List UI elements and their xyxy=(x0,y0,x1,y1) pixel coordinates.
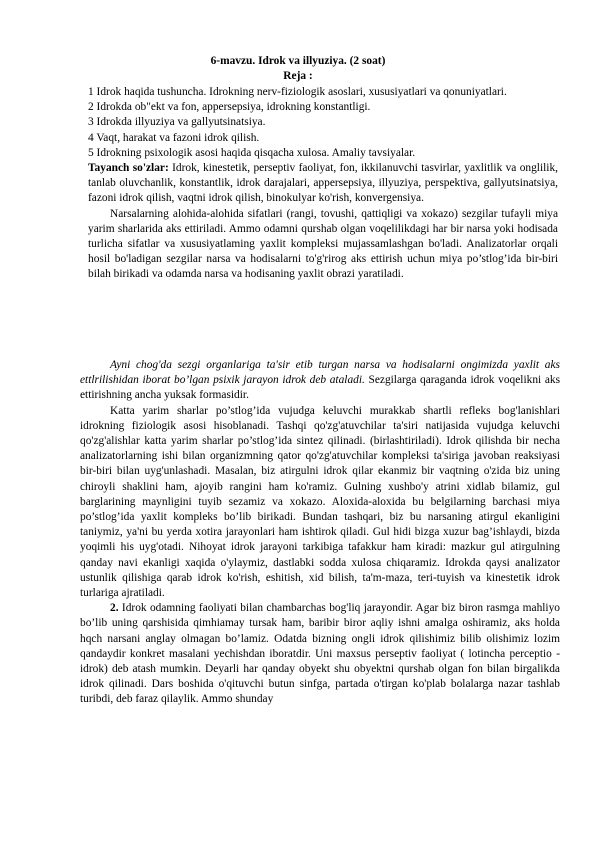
paragraph-4-text: Idrok odamning faoliyati bilan chambarchas bog'liq jarayondir. Agar biz biron rasmga mahliyo bo’lib uning qarshisida qimhiamay tursak ham, baribir biror aqliy ishni amalga oshiramiz, aks holda hqch narsani anglay olmagan bo’lamiz. Odatda bizning ongli idrok qilishimiz bilib olishimiz lozim qandaydir konkret masalani yechishdan iboratdir. Uni maxsus perseptiv faoliyat ( lotincha perceptio - idrok) deb atash mumkin. Deyarli har qanday obyekt shu obyektni qurshab olgan fon bilan birgalikda idrok qilinadi. Dars boshida o'qituvchi butun sinfga, partada o'tirgan ko'plab bolalarga nazar tashlab turibdi, deb faraz qilaylik. Ammo shunday xyxy=(80,602,560,706)
plan-item-5: 5 Idrokning psixologik asosi haqida qisqacha xulosa. Amaliy tavsiyalar. xyxy=(88,146,416,159)
paragraph-1: Narsalarning alohida-alohida sifatlari (rangi, tovushi, qattiqligi va xokazo) sezgilar tufayli miya yarim sharlarida aks ettiriladi. Ammo odamni qurshab olgan voqelilikdagi har bir narsa yoki hodisada turlicha sifatlar va xususiyatlaming yaxlit kompleksi mujassamlashgan bo'ladi. Analizatorlar orqali hosil bo'ladigan sezgilar narsa va hodisalarni to'g'rirog aks ettirish uchun miya po’stlog’ida bir-biri bilah birikadi va odamda narsa va hodisaning yaxlit obrazi yaratiladi. xyxy=(88,207,558,281)
plan-item-2: 2 Idrokda ob"ekt va fon, appersepsiya, idrokning konstantligi. xyxy=(88,101,371,114)
definition-italic: Ayni chog'da sezgi organlariga ta'sir etib turgan narsa va hodisalarni ongimizda yaxlit aks ettlrilishidan iborat bo’lgan psixik jarayon idrok deb ataladi. xyxy=(80,359,560,387)
plan-item-4: 4 Vaqt, harakat va fazoni idrok qilish. xyxy=(88,131,260,144)
paragraph-2-rest: Sezgilarga qaraganda idrok voqelikni aks ettirishning ancha yuksak formasidir. xyxy=(80,374,561,402)
paragraph-4 xyxy=(80,601,560,707)
plan-item-3: 3 Idrokda illyuziya va gallyutsinatsiya. xyxy=(88,116,266,129)
body-text xyxy=(80,358,560,708)
lesson-title: 6-mavzu. Idrok va illyuziya. (2 soat) xyxy=(210,55,386,67)
paragraph-3: Katta yarim sharlar po’stlog’ida vujudga keluvchi murakkab shartli refleks bog'lanishlari idrokning fiziologik asosi hisoblanadi. Tashqi qo'zg'atuvchilar ta'siri natijasida vujudga keluvchi qo'zg'alishlar katta yarim sharlar po’stlog’ida sintez qilinadi. (birlashtiriladi). Idrok qilishda bir necha analizatorlarning ishi bilan organizmning qator qo'zg'atuvchilar kompleksi ta'siriga javoban reaksiyasi bir-biri bilan uyg'unlashadi. Masalan, biz atirgulni idrok qilar ekanmiz bir vaqtning o'zida biz uning chiroyli shaklini ham, ajoyib rangini ham ko'ramiz. Gulning xushbo'y atrini xidlab bilamiz, gul barglarining maynligini tuyib sezamiz va xokazo. Aloxida-aloxida bu belgilarning barchasi miya po’stlog’ida yaxlit kompleks bo’lib birikadi. Bundan tashqari, biz bu narsaning atirgul ekanligini taniymiz, ya'ni bu yerda xotira jarayonlari ham ishtirok qiladi. Gul hidi bizga xuzur bag’ishlaydi, bizda yoqimli his uyg'otadi. Nihoyat idrok jarayoni tarkibiga tafakkur ham kiradi: mazkur gul atirgulning qanday navi ekanligi xaqida o'ylaymiz, dastlabki sodda xulosa chiqaramiz. Idrokda qaysi analizator ustunlik qilishiga qarab idrok ko'rish, eshitish, xid bilish, ta'm-maza, teri-tuyish va kinestetik idrok turlariga ajratiladi. xyxy=(80,404,560,600)
plan-item-1: 1 Idrok haqida tushuncha. Idrokning nerv-fiziologik asoslari, xususiyatlari va qonuniyatlari. xyxy=(88,86,507,98)
paragraph-2 xyxy=(80,358,560,404)
keywords xyxy=(88,161,558,207)
plan-heading: Reja : xyxy=(283,70,313,82)
keywords-text: Idrok, kinestetik, perseptiv faoliyat, fon, ikkilanuvchi tasvirlar, yaxlitlik va onglilik, tanlab oluvchanlik, konstantlik, idrok darajalari, appersepsiya, illyuziya, perspektiva, gallyutsinatsiya, fazoni idrok qilish, vaqtni idrok qilish, binokulyar ko'rish, konvergensiya. xyxy=(88,162,558,205)
plan-list xyxy=(88,85,558,283)
section-number: 2. xyxy=(110,602,119,615)
keywords-label: Tayanch so'zlar: xyxy=(88,162,169,175)
